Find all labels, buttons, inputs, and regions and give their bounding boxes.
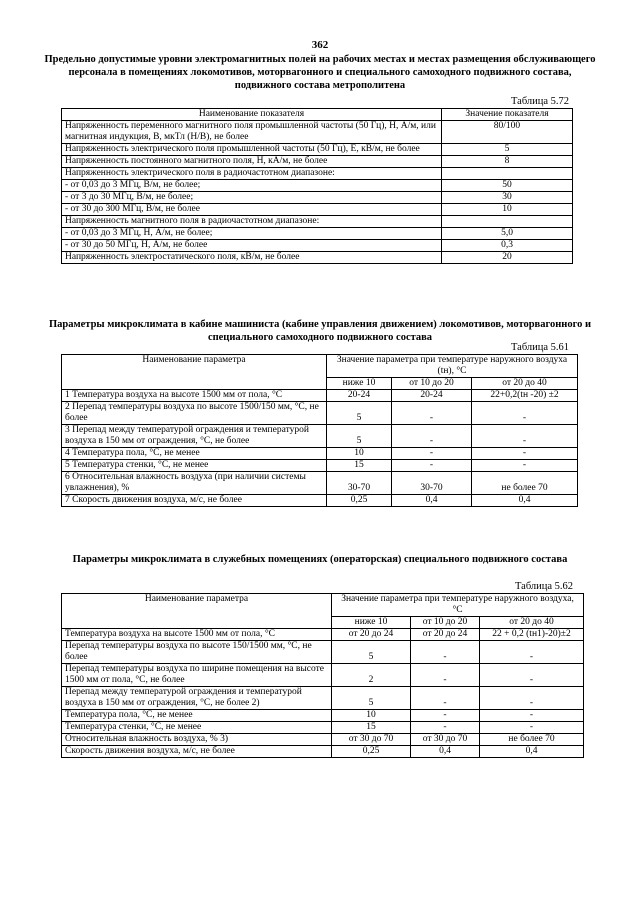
parameter-name-cell: Перепад температуры воздуха по ширине помещения на высоте 1500 мм от пола, °С, не более: [62, 664, 332, 687]
table-561-subheader: от 10 до 20: [392, 378, 472, 390]
parameter-value-cell: 5: [332, 641, 411, 664]
table-572-label: Таблица 5.72: [511, 96, 570, 107]
table-row: [62, 722, 584, 734]
parameter-value-cell: 30-70: [392, 472, 472, 495]
parameter-name-cell: - от 0,03 до 3 МГц, В/м, не более;: [62, 180, 442, 192]
parameter-name-cell: Перепад температуры воздуха по высоте 150/1500 мм, °С, не более: [62, 641, 332, 664]
parameter-name-cell: Напряженность электрического поля в радиочастотном диапазоне:: [62, 168, 442, 180]
table-row: [62, 472, 578, 495]
table-572: [61, 108, 573, 264]
table-572-body: [62, 121, 573, 264]
parameter-name-cell: 1 Температура воздуха на высоте 1500 мм от пола, °С: [62, 390, 327, 402]
table-row: [62, 448, 578, 460]
table-row: [62, 168, 573, 180]
parameter-value-cell: 20-24: [327, 390, 392, 402]
parameter-value-cell: 5: [327, 425, 392, 448]
parameter-value-cell: 10: [442, 204, 573, 216]
table-562-body: [62, 629, 584, 758]
table-562-label: Таблица 5.62: [515, 581, 574, 592]
parameter-name-cell: Напряженность постоянного магнитного поля, Н, кА/м, не более: [62, 156, 442, 168]
parameter-value-cell: 15: [332, 722, 411, 734]
table-562-subheader: от 10 до 20: [411, 617, 480, 629]
parameter-value-cell: [442, 168, 573, 180]
table-561-subheader: ниже 10: [327, 378, 392, 390]
table-row: [62, 687, 584, 710]
parameter-name-cell: 2 Перепад температуры воздуха по высоте 1500/150 мм, °С, не более: [62, 402, 327, 425]
parameter-value-cell: -: [411, 687, 480, 710]
parameter-value-cell: 0,3: [442, 240, 573, 252]
parameter-name-cell: Температура пола, °С, не менее: [62, 710, 332, 722]
table-row: [62, 192, 573, 204]
table-row: [62, 121, 573, 144]
table-row: [62, 425, 578, 448]
parameter-value-cell: [442, 216, 573, 228]
parameter-name-cell: Перепад между температурой ограждения и температурой воздуха в 150 мм от ограждения, °С, не более 2): [62, 687, 332, 710]
parameter-name-cell: Скорость движения воздуха, м/с, не более: [62, 746, 332, 758]
table-row: [62, 390, 578, 402]
table-row: [62, 240, 573, 252]
parameter-name-cell: Относительная влажность воздуха, % 3): [62, 734, 332, 746]
parameter-name-cell: - от 30 до 50 МГц, Н, А/м, не более: [62, 240, 442, 252]
parameter-value-cell: 8: [442, 156, 573, 168]
parameter-name-cell: Температура воздуха на высоте 1500 мм от пола, °С: [62, 629, 332, 641]
parameter-value-cell: 0,4: [472, 495, 578, 507]
parameter-value-cell: 20-24: [392, 390, 472, 402]
parameter-value-cell: 5,0: [442, 228, 573, 240]
parameter-value-cell: 50: [442, 180, 573, 192]
parameter-value-cell: от 30 до 70: [411, 734, 480, 746]
parameter-value-cell: -: [411, 722, 480, 734]
parameter-value-cell: -: [411, 664, 480, 687]
table-row: [62, 641, 584, 664]
table-row: [62, 144, 573, 156]
table-561: [61, 354, 578, 507]
table-row: [62, 460, 578, 472]
table-row: [62, 180, 573, 192]
table-row: [62, 204, 573, 216]
parameter-value-cell: 5: [332, 687, 411, 710]
parameter-name-cell: - от 30 до 300 МГц, В/м, не более: [62, 204, 442, 216]
parameter-value-cell: 15: [327, 460, 392, 472]
parameter-name-cell: - от 3 до 30 МГц, В/м, не более;: [62, 192, 442, 204]
table-row: [62, 156, 573, 168]
table-row: [62, 710, 584, 722]
parameter-name-cell: Напряженность переменного магнитного поля промышленной частоты (50 Гц), Н, А/м, или магнитная индукция, В, мкТл (Н/В), не более: [62, 121, 442, 144]
parameter-value-cell: не более 70: [472, 472, 578, 495]
parameter-value-cell: -: [472, 460, 578, 472]
parameter-value-cell: 5: [442, 144, 573, 156]
table-row: [62, 252, 573, 264]
parameter-value-cell: 0,4: [411, 746, 480, 758]
parameter-value-cell: 0,4: [392, 495, 472, 507]
table-row: [62, 746, 584, 758]
parameter-value-cell: -: [392, 460, 472, 472]
parameter-name-cell: 6 Относительная влажность воздуха (при наличии системы увлажнения), %: [62, 472, 327, 495]
table-562-header-value: Значение параметра при температуре наружного воздуха, °С: [332, 594, 584, 617]
parameter-value-cell: 20: [442, 252, 573, 264]
parameter-value-cell: от 30 до 70: [332, 734, 411, 746]
parameter-value-cell: -: [480, 664, 584, 687]
parameter-value-cell: -: [480, 710, 584, 722]
parameter-value-cell: -: [480, 641, 584, 664]
parameter-name-cell: 7 Скорость движения воздуха, м/с, не более: [62, 495, 327, 507]
parameter-value-cell: -: [392, 402, 472, 425]
table-561-subheader: от 20 до 40: [472, 378, 578, 390]
parameter-value-cell: 30-70: [327, 472, 392, 495]
table-row: [62, 664, 584, 687]
parameter-value-cell: -: [411, 641, 480, 664]
table-562: [61, 593, 584, 758]
table-562-header-param: Наименование параметра: [62, 594, 332, 629]
parameter-value-cell: от 20 до 24: [411, 629, 480, 641]
table-row: [62, 629, 584, 641]
parameter-value-cell: 80/100: [442, 121, 573, 144]
parameter-value-cell: -: [472, 402, 578, 425]
section1-title: Предельно допустимые уровни электромагнитных полей на рабочих местах и местах размещения обслуживающего персонала в помещениях локомотивов, моторвагонного и специального самоходного подвижного состава, подвижного состава метрополитена: [44, 54, 596, 91]
parameter-name-cell: 3 Перепад между температурой ограждения и температурой воздуха в 150 мм от ограждения, °С, не более: [62, 425, 327, 448]
table-561-header-value: Значение параметра при температуре наружного воздуха (tн), °С: [327, 355, 578, 378]
parameter-value-cell: 0,25: [332, 746, 411, 758]
table-561-body: [62, 390, 578, 507]
parameter-name-cell: Напряженность электрического поля промышленной частоты (50 Гц), Е, кВ/м, не более: [62, 144, 442, 156]
table-572-header-value: Значение показателя: [442, 109, 573, 121]
parameter-value-cell: от 20 до 24: [332, 629, 411, 641]
parameter-value-cell: -: [480, 687, 584, 710]
parameter-value-cell: -: [392, 448, 472, 460]
parameter-value-cell: 22+0,2(tн -20) ±2: [472, 390, 578, 402]
parameter-name-cell: 5 Температура стенки, °С, не менее: [62, 460, 327, 472]
parameter-value-cell: -: [392, 425, 472, 448]
parameter-value-cell: 5: [327, 402, 392, 425]
parameter-name-cell: Напряженность электростатического поля, кВ/м, не более: [62, 252, 442, 264]
parameter-value-cell: -: [411, 710, 480, 722]
table-row: [62, 216, 573, 228]
parameter-value-cell: -: [472, 425, 578, 448]
table-row: [62, 402, 578, 425]
table-row: [62, 734, 584, 746]
table-row: [62, 228, 573, 240]
table-562-subheader: от 20 до 40: [480, 617, 584, 629]
table-561-header-param: Наименование параметра: [62, 355, 327, 390]
table-562-subheader: ниже 10: [332, 617, 411, 629]
page-number: 362: [311, 39, 329, 51]
table-row: [62, 495, 578, 507]
table-572-header-name: Наименование показателя: [62, 109, 442, 121]
parameter-value-cell: -: [472, 448, 578, 460]
parameter-value-cell: не более 70: [480, 734, 584, 746]
parameter-value-cell: -: [480, 722, 584, 734]
table-561-label: Таблица 5.61: [511, 342, 570, 353]
parameter-value-cell: 0,25: [327, 495, 392, 507]
section3-title: Параметры микроклимата в служебных помещениях (операторская) специального подвижного состава: [72, 554, 568, 565]
parameter-value-cell: 30: [442, 192, 573, 204]
parameter-value-cell: 2: [332, 664, 411, 687]
parameter-value-cell: 22 + 0,2 (tн1)-20)±2: [480, 629, 584, 641]
parameter-name-cell: Температура стенки, °С, не менее: [62, 722, 332, 734]
section2-title: Параметры микроклимата в кабине машиниста (кабине управления движением) локомотивов, моторвагонного и специального самоходного подвижного состава: [48, 319, 592, 343]
parameter-name-cell: - от 0,03 до 3 МГц, Н, А/м, не более;: [62, 228, 442, 240]
parameter-value-cell: 0,4: [480, 746, 584, 758]
parameter-value-cell: 10: [332, 710, 411, 722]
parameter-value-cell: 10: [327, 448, 392, 460]
parameter-name-cell: Напряженность магнитного поля в радиочастотном диапазоне:: [62, 216, 442, 228]
parameter-name-cell: 4 Температура пола, °С, не менее: [62, 448, 327, 460]
